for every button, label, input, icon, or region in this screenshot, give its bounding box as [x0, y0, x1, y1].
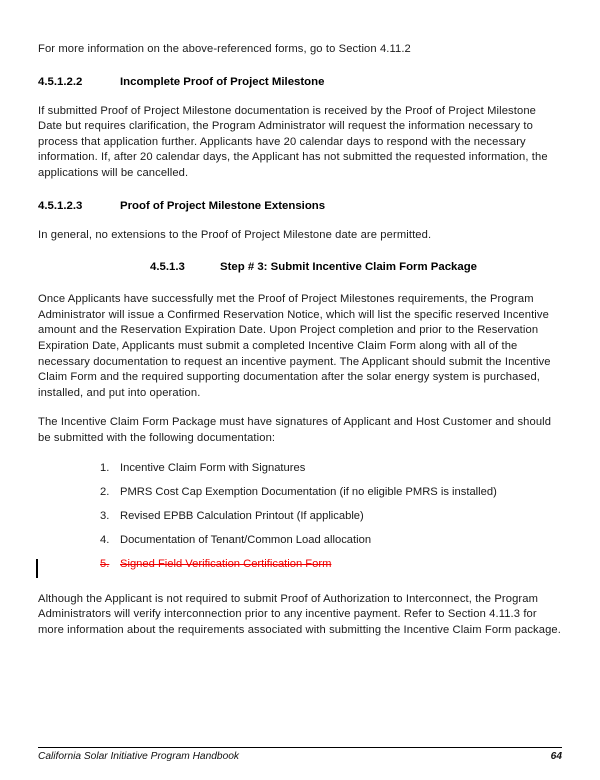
- spacer: [38, 58, 562, 75]
- list-item-label: Revised EPBB Calculation Printout (If applicable): [120, 509, 364, 522]
- section-number: 4.5.1.2.3: [38, 199, 83, 212]
- section-body-4-5-1-2-2: If submitted Proof of Project Milestone documentation is received by the Proof of Project Milestone Date but requires clarification, the Program Administrator will request the information necessary to process that application further. Applicants have 20 calendar days to respond with the necessary information. If, after 20 calendar days, the Applicant has not submitted the requested information, the applications will be cancelled.: [38, 104, 548, 179]
- spacer: [38, 243, 562, 260]
- package-intro-paragraph: The Incentive Claim Form Package must have signatures of Applicant and Host Customer and should be submitted with the following documentation:: [38, 416, 552, 444]
- list-item-label: Signed Field Verification Certification Form: [120, 557, 332, 570]
- footer-title: California Solar Initiative Program Handbook: [38, 751, 240, 762]
- spacer: [38, 90, 562, 104]
- list-item: [38, 509, 562, 525]
- revision-change-bar: [36, 559, 38, 578]
- footer-row: [38, 751, 562, 762]
- spacer: [38, 182, 562, 199]
- intro-paragraph: For more information on the above-referenced forms, go to Section 4.11.2: [38, 43, 411, 55]
- list-item-label: PMRS Cost Cap Exemption Documentation (if no eligible PMRS is installed): [120, 485, 497, 498]
- spacer: [38, 447, 562, 461]
- list-item-marker: 5.: [100, 557, 110, 570]
- list-item-marker: 4.: [100, 533, 110, 546]
- list-item-marker: 3.: [100, 509, 110, 522]
- page-footer: [38, 747, 562, 762]
- step-heading-number: 4.5.1.3: [150, 261, 185, 274]
- list-item-label: Incentive Claim Form with Signatures: [120, 461, 306, 474]
- list-item: [38, 485, 562, 501]
- list-item: [38, 533, 562, 549]
- list-item-marker: 1.: [100, 461, 110, 474]
- section-body-4-5-1-2-3: In general, no extensions to the Proof of Project Milestone date are permitted.: [38, 228, 432, 241]
- list-item: [38, 461, 562, 477]
- spacer: [38, 214, 562, 228]
- section-title: Proof of Project Milestone Extensions: [120, 199, 326, 212]
- list-item-deleted: [38, 557, 562, 573]
- documentation-list: [38, 461, 562, 573]
- spacer: [38, 581, 562, 592]
- step-intro-paragraph: Once Applicants have successfully met the Proof of Project Milestones requirements, the Program Administrator will issue a Confirmed Reservation Notice, which will list the specific reserved Incentive amount and the Reservation Expiration Date. Upon Project completion and prior to the Reservation Expiration Date, Applicants must submit a completed Incentive Claim Form along with all of the necessary documentation to request an incentive payment. The Applicant should submit the Incentive Claim Form and the required supporting documentation after the solar energy system is purchased, installed, and put into operation.: [38, 293, 551, 399]
- footer-divider: [38, 747, 562, 748]
- list-item-marker: 2.: [100, 485, 110, 498]
- list-item-label: Documentation of Tenant/Common Load allocation: [120, 533, 372, 546]
- section-number: 4.5.1.2.2: [38, 75, 83, 88]
- spacer: [38, 275, 562, 292]
- section-title: Incomplete Proof of Project Milestone: [120, 75, 325, 88]
- footer-page-number: 64: [550, 751, 562, 762]
- section-heading-4-5-1-2-2: [38, 75, 562, 90]
- spacer: [38, 401, 562, 415]
- page-content: [38, 42, 562, 638]
- section-heading-4-5-1-2-3: [38, 199, 562, 214]
- closing-paragraph: Although the Applicant is not required to submit Proof of Authorization to Interconnect, the Program Administrators will verify interconnection prior to any incentive payment. Refer to Section 4.11.3 for more information about the requirements associated with submitting the Incentive Claim Form package.: [38, 592, 561, 636]
- step-heading-4-5-1-3: [38, 260, 562, 275]
- step-heading-title: Step # 3: Submit Incentive Claim Form Package: [220, 261, 478, 274]
